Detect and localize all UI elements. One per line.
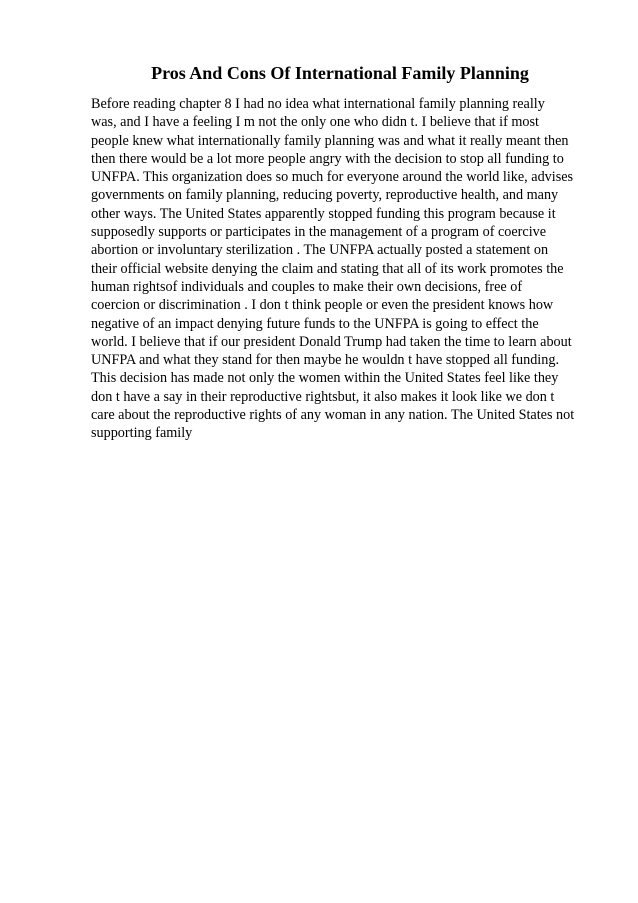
body-line: their official website denying the claim and stating that all of its work promotes the — [91, 260, 564, 277]
body-line: was, and I have a feeling I m not the only one who didn t. I believe that if most — [91, 114, 539, 131]
body-line: UNFPA and what they stand for then maybe he wouldn t have stopped all funding. — [91, 352, 559, 369]
body-line: coercion or discrimination . I don t think people or even the president knows how — [91, 297, 554, 314]
body-line: negative of an impact denying future funds to the UNFPA is going to effect the — [91, 315, 539, 332]
body-line: other ways. The United States apparently stopped funding this program because it — [91, 205, 556, 222]
body-line: UNFPA. This organization does so much for everyone around the world like, advises — [91, 169, 574, 186]
body-line: don t have a say in their reproductive rightsbut, it also makes it look like we don t — [91, 388, 555, 405]
document-body — [91, 95, 611, 443]
body-line: people knew what internationally family planning was and what it really meant then — [91, 132, 569, 149]
body-line: supposedly supports or participates in the management of a program of coercive — [91, 224, 547, 241]
body-line: Before reading chapter 8 I had no idea what international family planning really — [91, 96, 545, 112]
document-title: Pros And Cons Of International Family Planning — [151, 63, 529, 83]
body-line: governments on family planning, reducing poverty, reproductive health, and many — [91, 187, 559, 204]
body-line: supporting family — [91, 425, 193, 442]
body-line: abortion or involuntary sterilization . The UNFPA actually posted a statement on — [91, 242, 549, 259]
body-line: This decision has made not only the women within the United States feel like they — [91, 370, 559, 387]
body-line: human rightsof individuals and couples to make their own decisions, free of — [91, 278, 523, 295]
body-line: care about the reproductive rights of any woman in any nation. The United States not — [91, 407, 575, 424]
body-line: world. I believe that if our president Donald Trump had taken the time to learn about — [91, 333, 572, 350]
body-line: then there would be a lot more people angry with the decision to stop all funding to — [91, 150, 564, 167]
